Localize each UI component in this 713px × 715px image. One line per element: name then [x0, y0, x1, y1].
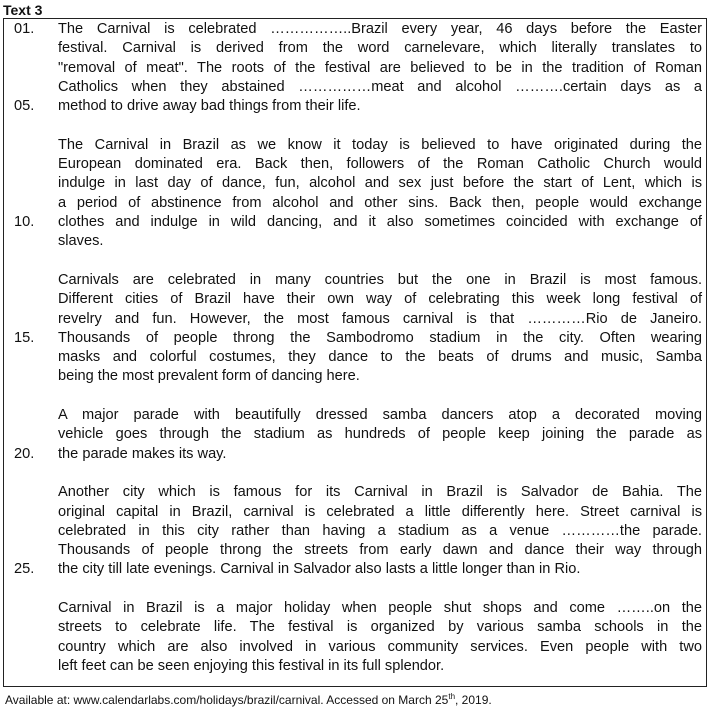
document-title: Text 3 [3, 2, 43, 18]
source-citation [5, 692, 492, 708]
line-text: the parade makes its way. [58, 445, 227, 462]
line-text: country which are also involved in various community services. Even people with two [58, 638, 702, 655]
text-line [4, 97, 708, 116]
source-suffix: , 2019. [455, 693, 492, 707]
line-text: slaves. [58, 233, 104, 250]
text-line [4, 59, 708, 78]
line-text: The Carnival in Brazil as we know it today is believed to have originated during the [58, 136, 702, 153]
line-text: original capital in Brazil, carnival is celebrated a little differently here. Street carnival is [58, 503, 702, 520]
line-text: A major parade with beautifully dressed samba dancers atop a decorated moving [58, 407, 702, 423]
line-number: 20. [14, 445, 35, 462]
text-line [4, 657, 708, 676]
text-line [4, 367, 708, 386]
text-line [4, 310, 708, 329]
line-number: 05. [14, 98, 35, 115]
line-text: Different cities of Brazil have their own way of celebrating this week long festival of [58, 291, 702, 308]
text-line [4, 213, 708, 232]
line-text: a period of abstinence from alcohol and other sins. Back then, people would exchange [58, 194, 702, 211]
text-line [4, 599, 708, 618]
text-box [3, 18, 707, 687]
line-text: streets to celebrate life. The festival is organized by various samba schools in the [58, 619, 702, 636]
line-text: masks and colorful costumes, they dance to the beats of drums and music, Samba [58, 349, 702, 366]
line-number: 25. [14, 561, 35, 578]
line-text: method to drive away bad things from their life. [58, 98, 361, 115]
text-line [4, 560, 708, 579]
line-text: the city till late evenings. Carnival in Salvador also lasts a little longer than in Rio. [58, 561, 581, 578]
text-line [4, 483, 708, 502]
text-line [4, 271, 708, 290]
line-text: celebrated in this city rather than having a stadium as a venue …………the parade. [58, 522, 702, 539]
text-line [4, 78, 708, 97]
text-line [4, 39, 708, 58]
line-text: Carnivals are celebrated in many countries but the one in Brazil is most famous. [58, 271, 702, 288]
line-text: European dominated era. Back then, followers of the Roman Catholic Church would [58, 156, 702, 173]
text-line [4, 290, 708, 309]
line-text: festival. Carnival is derived from the word carnelevare, which literally translates to [58, 40, 702, 57]
text-line [4, 232, 708, 251]
text-line [4, 580, 708, 599]
line-text: left feet can be seen enjoying this festival in its full splendor. [58, 657, 445, 674]
line-text: being the most prevalent form of dancing here. [58, 368, 360, 385]
text-line [4, 155, 708, 174]
line-text: vehicle goes through the stadium as hundreds of people keep joining the parade as [58, 426, 702, 443]
line-number: 01. [14, 21, 35, 37]
line-text: clothes and indulge in wild dancing, and it also sometimes coincided with exchange of [58, 214, 702, 230]
line-text: Thousands of people throng the Sambodromo stadium in the city. Often wearing [58, 329, 702, 346]
text-line [4, 618, 708, 637]
text-line [4, 329, 708, 348]
text-line [4, 638, 708, 657]
text-line [4, 425, 708, 444]
text-line [4, 136, 708, 155]
line-number: 15. [14, 329, 35, 346]
text-line [4, 406, 708, 425]
text-line [4, 387, 708, 406]
line-number: 10. [14, 214, 35, 230]
text-line [4, 541, 708, 560]
line-text: Another city which is famous for its Carnival in Brazil is Salvador de Bahia. The [58, 484, 702, 501]
text-line [4, 522, 708, 541]
text-line [4, 194, 708, 213]
source-text: Available at: www.calendarlabs.com/holidays/brazil/carnival. Accessed on March 25 [5, 693, 449, 707]
text-line [4, 445, 708, 464]
line-text: Carnival in Brazil is a major holiday when people shut shops and come ……..on the [58, 600, 702, 616]
line-text: "removal of meat". The roots of the festival are believed to be in the tradition of Roman [58, 59, 702, 76]
line-text: The Carnival is celebrated ……………..Brazil every year, 46 days before the Easter [58, 21, 702, 37]
source-superscript: th [448, 692, 456, 701]
text-line [4, 117, 708, 136]
line-text: revelry and fun. However, the most famous carnival is that …………Rio de Janeiro. [58, 310, 702, 327]
text-line [4, 503, 708, 522]
text-line [4, 252, 708, 271]
text-line [4, 174, 708, 193]
text-line [4, 20, 708, 39]
text-line [4, 348, 708, 367]
line-text: Thousands of people throng the streets from early dawn and dance their way through [58, 542, 702, 559]
line-text: Catholics when they abstained ……………meat and alcohol ……….certain days as a [58, 78, 702, 95]
line-text: indulge in last day of dance, fun, alcohol and sex just before the start of Lent, which is [58, 175, 702, 192]
text-line [4, 464, 708, 483]
